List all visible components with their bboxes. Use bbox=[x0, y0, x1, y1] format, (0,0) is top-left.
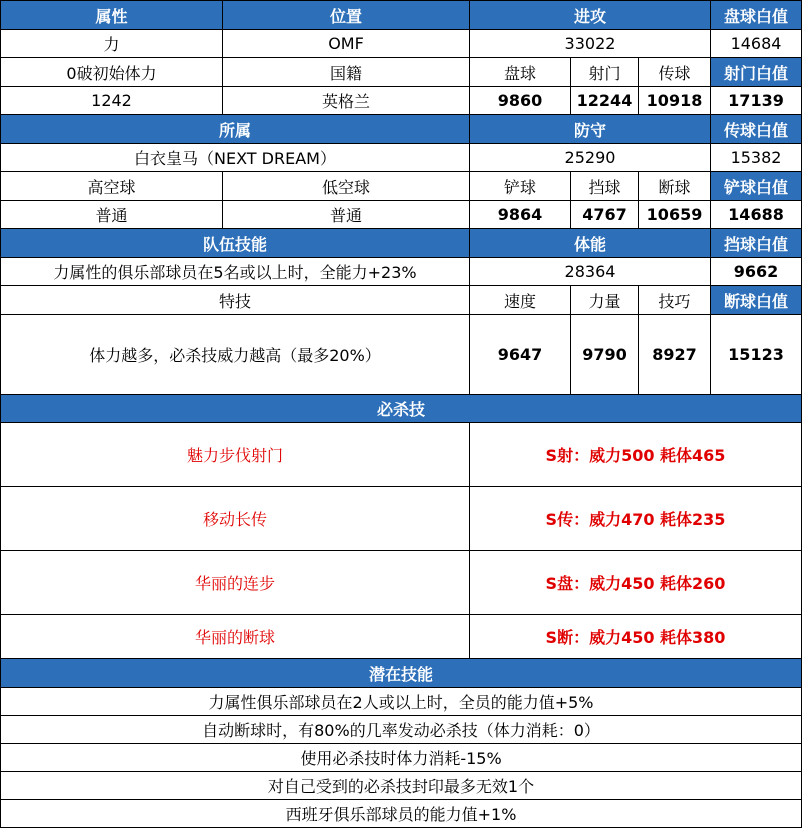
block-white-value: 9662 bbox=[711, 258, 802, 286]
technique-value: 8927 bbox=[639, 315, 711, 395]
tackle-white-header: 铲球白值 bbox=[711, 172, 802, 201]
team-skill-value: 力属性的俱乐部球员在5名或以上时，全能力+23% bbox=[1, 258, 470, 286]
intercept-white-header: 断球白值 bbox=[711, 286, 802, 315]
low-ball-label: 低空球 bbox=[223, 172, 470, 201]
initial-stamina-label: 0破初始体力 bbox=[1, 58, 223, 87]
affiliation-header: 所属 bbox=[1, 115, 470, 144]
attribute-header: 属性 bbox=[1, 1, 223, 30]
offense-value: 33022 bbox=[470, 30, 711, 58]
technique-label: 技巧 bbox=[639, 286, 711, 315]
special-skill-detail: S盘：威力450 耗体260 bbox=[470, 551, 802, 615]
special-skill-name: 魅力步伐射门 bbox=[1, 423, 470, 487]
intercept-value: 10659 bbox=[639, 201, 711, 229]
initial-stamina-value: 1242 bbox=[1, 87, 223, 115]
special-skill-name: 移动长传 bbox=[1, 487, 470, 551]
high-ball-label: 高空球 bbox=[1, 172, 223, 201]
tackle-white-value: 14688 bbox=[711, 201, 802, 229]
latent-skill-item: 使用必杀技时体力消耗-15% bbox=[1, 744, 802, 772]
dribble-white-header: 盘球白值 bbox=[711, 1, 802, 30]
block-value: 4767 bbox=[571, 201, 639, 229]
intercept-label: 断球 bbox=[639, 172, 711, 201]
power-value: 9790 bbox=[571, 315, 639, 395]
nationality-value: 英格兰 bbox=[223, 87, 470, 115]
power-label: 力量 bbox=[571, 286, 639, 315]
trait-value: 体力越多，必杀技威力越高（最多20%） bbox=[1, 315, 470, 395]
dribble-white-value: 14684 bbox=[711, 30, 802, 58]
dribble-value: 9860 bbox=[470, 87, 571, 115]
latent-skill-item: 自动断球时，有80%的几率发动必杀技（体力消耗：0） bbox=[1, 716, 802, 744]
shoot-label: 射门 bbox=[571, 58, 639, 87]
tackle-label: 铲球 bbox=[470, 172, 571, 201]
trait-label: 特技 bbox=[1, 286, 470, 315]
special-skill-name: 华丽的断球 bbox=[1, 615, 470, 659]
dribble-label: 盘球 bbox=[470, 58, 571, 87]
defense-header: 防守 bbox=[470, 115, 711, 144]
special-skill-detail: S断：威力450 耗体380 bbox=[470, 615, 802, 659]
pass-white-value: 15382 bbox=[711, 144, 802, 172]
special-skills-header: 必杀技 bbox=[1, 395, 802, 423]
shoot-white-value: 17139 bbox=[711, 87, 802, 115]
block-white-header: 挡球白值 bbox=[711, 229, 802, 258]
shoot-value: 12244 bbox=[571, 87, 639, 115]
affiliation-value: 白衣皇马（NEXT DREAM） bbox=[1, 144, 470, 172]
attribute-value: 力 bbox=[1, 30, 223, 58]
shoot-white-header: 射门白值 bbox=[711, 58, 802, 87]
block-label: 挡球 bbox=[571, 172, 639, 201]
speed-label: 速度 bbox=[470, 286, 571, 315]
position-header: 位置 bbox=[223, 1, 470, 30]
special-skill-detail: S传：威力470 耗体235 bbox=[470, 487, 802, 551]
nationality-label: 国籍 bbox=[223, 58, 470, 87]
physical-header: 体能 bbox=[470, 229, 711, 258]
latent-skill-item: 西班牙俱乐部球员的能力值+1% bbox=[1, 800, 802, 828]
latent-skill-item: 力属性俱乐部球员在2人或以上时，全员的能力值+5% bbox=[1, 688, 802, 716]
high-ball-value: 普通 bbox=[1, 201, 223, 229]
intercept-white-value: 15123 bbox=[711, 315, 802, 395]
tackle-value: 9864 bbox=[470, 201, 571, 229]
low-ball-value: 普通 bbox=[223, 201, 470, 229]
speed-value: 9647 bbox=[470, 315, 571, 395]
position-value: OMF bbox=[223, 30, 470, 58]
pass-white-header: 传球白值 bbox=[711, 115, 802, 144]
latent-skill-item: 对自己受到的必杀技封印最多无效1个 bbox=[1, 772, 802, 800]
pass-value: 10918 bbox=[639, 87, 711, 115]
special-skill-detail: S射：威力500 耗体465 bbox=[470, 423, 802, 487]
latent-skills-header: 潜在技能 bbox=[1, 659, 802, 688]
defense-value: 25290 bbox=[470, 144, 711, 172]
pass-label: 传球 bbox=[639, 58, 711, 87]
special-skill-name: 华丽的连步 bbox=[1, 551, 470, 615]
team-skill-header: 队伍技能 bbox=[1, 229, 470, 258]
offense-header: 进攻 bbox=[470, 1, 711, 30]
physical-value: 28364 bbox=[470, 258, 711, 286]
